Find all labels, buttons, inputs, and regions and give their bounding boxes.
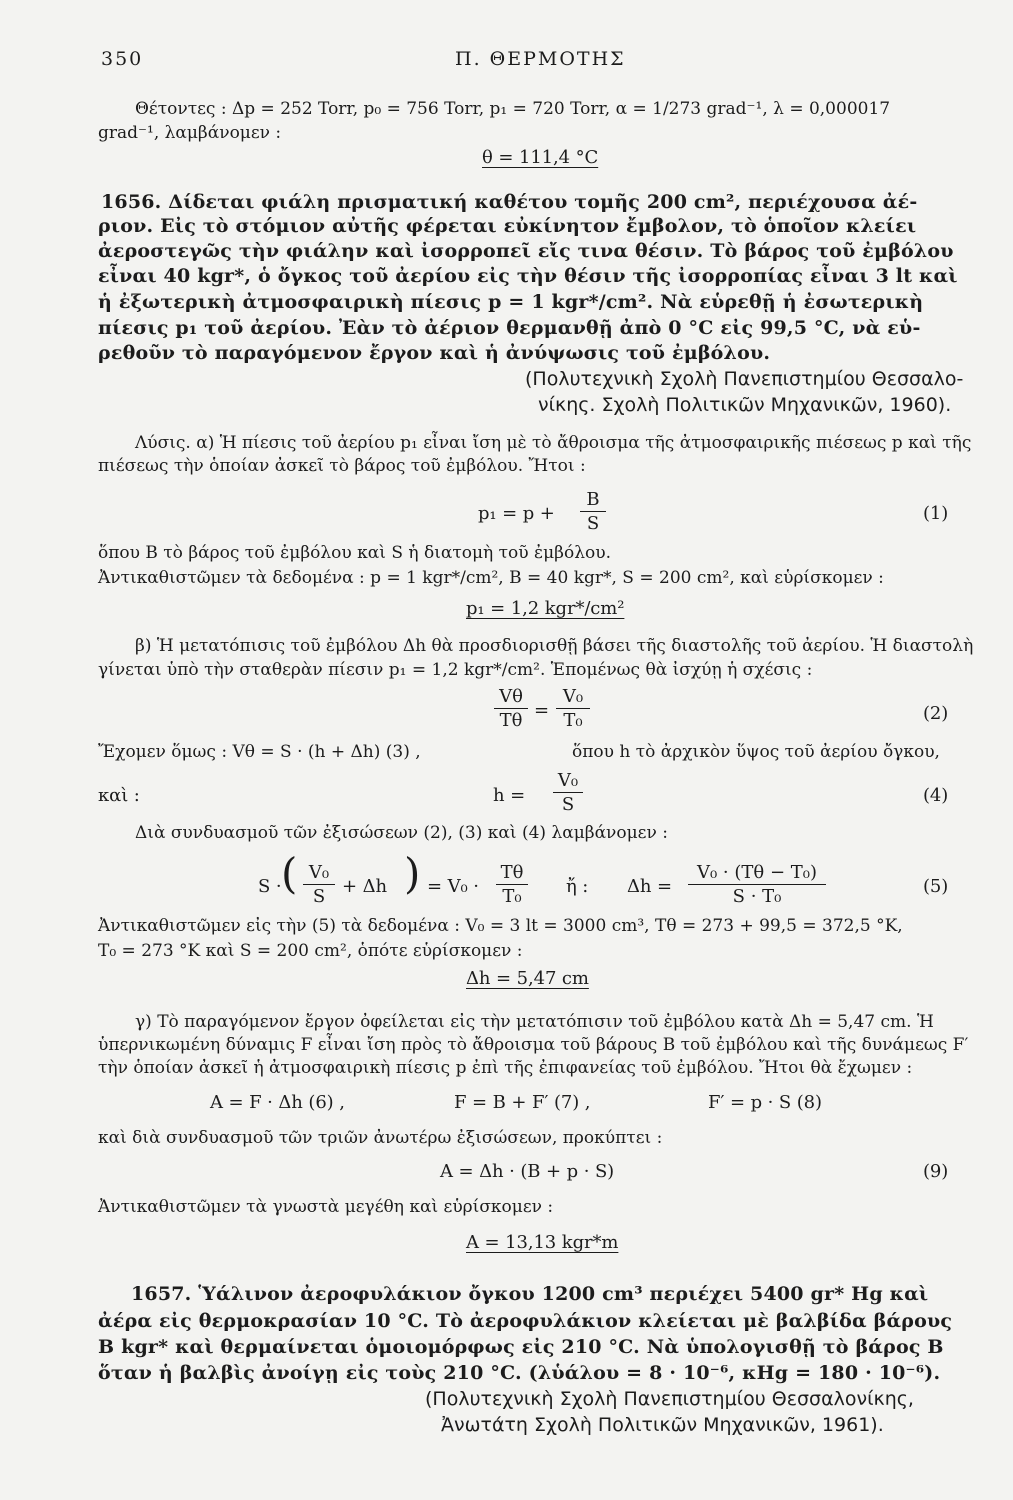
- eq5-result-denominator: S · T₀: [732, 886, 782, 907]
- eq9: A = Δh · (B + p · S): [440, 1161, 615, 1182]
- solution-c-line: ὑπερνικωμένη δύναμις F εἶναι ἴση πρὸς τὸ ἄθροισμα τοῦ βάρους B τοῦ ἐμβόλου καὶ τῆς δυνάμεως F′: [98, 1035, 969, 1055]
- problem-1656-line: ἡ ἐξωτερικὴ ἀτμοσφαιρικὴ πίεσις p = 1 kgr*/cm². Νὰ εὑρεθῇ ἡ ἐσωτερικὴ: [98, 291, 924, 313]
- eq5-equals-v0: = V₀ ·: [427, 876, 479, 897]
- eq2-denominator-left: Tθ: [499, 710, 523, 731]
- result-c: A = 13,13 kgr*m: [466, 1232, 619, 1253]
- eq3-tail: ὅπου h τὸ ἀρχικὸν ὕψος τοῦ ἀερίου ὄγκου,: [572, 742, 940, 762]
- page-number: 350: [101, 48, 144, 70]
- problem-1657-line: ἀέρα εἰς θερμοκρασίαν 10 °C. Τὸ ἀεροφυλάκιον κλείεται μὲ βαλβίδα βάρους: [98, 1310, 953, 1332]
- subst-c-line: Ἀντικαθιστῶμεν τὰ γνωστὰ μεγέθη καὶ εὑρίσκομεν :: [98, 1197, 554, 1217]
- problem-1656-source: (Πολυτεχνικὴ Σχολὴ Πανεπιστημίου Θεσσαλο-: [525, 368, 964, 390]
- result-b: Δh = 5,47 cm: [466, 968, 589, 989]
- eq3-line: Ἔχομεν ὅμως : Vθ = S · (h + Δh) (3) ,: [98, 742, 421, 762]
- solution-a-line: Ἀντικαθιστῶμεν τὰ δεδομένα : p = 1 kgr*/cm², B = 40 kgr*, S = 200 cm², καὶ εὑρίσκομεν :: [98, 568, 884, 588]
- eq5-or: ἤ :: [566, 876, 589, 897]
- eq5-inner-fraction: [303, 862, 335, 907]
- eq1-denominator: S: [586, 513, 600, 534]
- eq2-fraction-right: [556, 686, 590, 731]
- solution-a-line: ὅπου B τὸ βάρος τοῦ ἐμβόλου καὶ S ἡ διατομὴ τοῦ ἐμβόλου.: [98, 543, 611, 563]
- eq9-tag: (9): [923, 1161, 949, 1182]
- problem-1656-line: 1656. Δίδεται φιάλη πρισματική καθέτου τομῆς 200 cm², περιέχουσα ἀέ-: [101, 191, 918, 213]
- problem-1657-line: B kgr* καὶ θερμαίνεται ὁμοιομόρφως εἰς 210 °C. Νὰ ὑπολογισθῇ τὸ βάρος B: [98, 1336, 944, 1358]
- eq1-numerator: B: [580, 489, 606, 512]
- prev-solution-line: grad⁻¹, λαμβάνομεν :: [98, 123, 282, 143]
- eq5-inner-denominator: S: [312, 886, 326, 907]
- eq4-lhs: h =: [493, 785, 526, 806]
- prev-solution-line: Θέτοντες : Δp = 252 Torr, p₀ = 756 Torr, p₁ = 720 Torr, α = 1/273 grad⁻¹, λ = 0,000017: [135, 99, 891, 119]
- eq1-lhs: p₁ = p +: [478, 503, 555, 524]
- eq6: A = F · Δh (6) ,: [210, 1092, 345, 1113]
- problem-1657-line: 1657. Ὑάλινον ἀεροφυλάκιον ὄγκου 1200 cm³ περιέχει 5400 gr* Hg καὶ: [131, 1283, 929, 1305]
- problem-1657-source: (Πολυτεχνικὴ Σχολὴ Πανεπιστημίου Θεσσαλονίκης,: [425, 1388, 914, 1410]
- eq4-numerator: V₀: [553, 770, 583, 793]
- subst-line: Ἀντικαθιστῶμεν εἰς τὴν (5) τὰ δεδομένα : V₀ = 3 lt = 3000 cm³, Tθ = 273 + 99,5 = 372,5 °K,: [98, 916, 903, 936]
- problem-1656-line: εἶναι 40 kgr*, ὁ ὄγκος τοῦ ἀερίου εἰς τὴν θέσιν τῆς ἰσορροπίας εἶναι 3 lt καὶ: [98, 265, 958, 287]
- eq2-numerator-right: V₀: [556, 686, 590, 709]
- eq5-paren-open: (: [281, 849, 298, 898]
- problem-1657-line: ὅταν ἡ βαλβὶς ἀνοίγῃ εἰς τοὺς 210 °C. (λὑάλου = 8 · 10⁻⁶, κHg = 180 · 10⁻⁶).: [98, 1362, 941, 1384]
- eq8: F′ = p · S (8): [708, 1092, 822, 1113]
- eq2-denominator-right: T₀: [563, 710, 583, 731]
- eq5-t-fraction: [496, 862, 528, 907]
- eq5-result-numerator: V₀ · (Tθ − T₀): [688, 862, 826, 885]
- eq2-equals: =: [534, 700, 549, 721]
- eq5-s-dot: S ·: [258, 876, 282, 897]
- eq2-numerator-left: Vθ: [494, 686, 528, 709]
- eq5-t-numerator: Tθ: [496, 862, 528, 885]
- problem-1656-line: ριον. Εἰς τὸ στόμιον αὐτῆς φέρεται εὐκίνητον ἔμβολον, τὸ ὁποῖον κλείει: [98, 215, 917, 237]
- result-a: p₁ = 1,2 kgr*/cm²: [466, 598, 625, 619]
- problem-1657-source: Ἀνωτάτη Σχολὴ Πολιτικῶν Μηχανικῶν, 1961).: [441, 1414, 884, 1436]
- problem-1656-line: πίεσις p₁ τοῦ ἀερίου. Ἐὰν τὸ ἀέριον θερμανθῇ ἀπὸ 0 °C εἰς 99,5 °C, νὰ εὑ-: [98, 317, 921, 339]
- eq5-tag: (5): [923, 876, 949, 897]
- solution-c-line: τὴν ὁποίαν ἀσκεῖ ἡ ἀτμοσφαιρικὴ πίεσις p ἐπὶ τῆς ἐπιφανείας τοῦ ἐμβόλου. Ἤτοι θὰ ἔχωμεν :: [98, 1058, 913, 1078]
- eq5-plus-dh: + Δh: [342, 876, 387, 897]
- eq4-fraction: [553, 770, 583, 815]
- problem-1656-source: νίκης. Σχολὴ Πολιτικῶν Μηχανικῶν, 1960).: [538, 394, 952, 416]
- eq4-tag: (4): [923, 785, 949, 806]
- eq4-prefix: καὶ :: [98, 785, 140, 806]
- eq4-denominator: S: [561, 794, 575, 815]
- eq5-inner-numerator: V₀: [303, 862, 335, 885]
- solution-b-line: γίνεται ὑπὸ τὴν σταθερὰν πίεσιν p₁ = 1,2 kgr*/cm². Ἑπομένως θὰ ἰσχύῃ ἡ σχέσις :: [98, 660, 813, 680]
- eq1-fraction: [580, 489, 606, 534]
- solution-a-line: πιέσεως τὴν ὁποίαν ἀσκεῖ τὸ βάρος τοῦ ἐμβόλου. Ἤτοι :: [98, 456, 586, 476]
- eq7: F = B + F′ (7) ,: [454, 1092, 591, 1113]
- solution-a-line: Λύσις. α) Ἡ πίεσις τοῦ ἀερίου p₁ εἶναι ἴση μὲ τὸ ἄθροισμα τῆς ἀτμοσφαιρικῆς πιέσεως p καὶ τῆς: [135, 433, 972, 453]
- combine2-line: καὶ διὰ συνδυασμοῦ τῶν τριῶν ἀνωτέρω ἐξισώσεων, προκύπτει :: [98, 1128, 663, 1148]
- eq1-tag: (1): [923, 503, 949, 524]
- eq5-t-denominator: T₀: [502, 886, 522, 907]
- combine-line: Διὰ συνδυασμοῦ τῶν ἐξισώσεων (2), (3) καὶ (4) λαμβάνομεν :: [135, 823, 668, 843]
- chapter-title: Π. ΘΕΡΜΟΤΗΣ: [455, 48, 626, 70]
- eq5-paren-close: ): [404, 849, 421, 898]
- eq5-dh: Δh =: [627, 876, 672, 897]
- eq2-tag: (2): [923, 703, 949, 724]
- eq2-fraction-left: [494, 686, 528, 731]
- problem-1656-line: ρεθοῦν τὸ παραγόμενον ἔργον καὶ ἡ ἀνύψωσις τοῦ ἐμβόλου.: [98, 342, 771, 364]
- solution-b-line: β) Ἡ μετατόπισις τοῦ ἐμβόλου Δh θὰ προσδιορισθῇ βάσει τῆς διαστολῆς τοῦ ἀερίου. Ἡ διαστολὴ: [135, 636, 974, 656]
- subst-line: T₀ = 273 °K καὶ S = 200 cm², ὁπότε εὑρίσκομεν :: [98, 941, 523, 961]
- problem-1656-line: ἀεροστεγῶς τὴν φιάλην καὶ ἰσορροπεῖ εἴς τινα θέσιν. Τὸ βάρος τοῦ ἐμβόλου: [98, 240, 954, 262]
- prev-result: θ = 111,4 °C: [482, 147, 599, 168]
- eq5-result-fraction: [688, 862, 826, 907]
- solution-c-line: γ) Τὸ παραγόμενον ἔργον ὀφείλεται εἰς τὴν μετατόπισιν τοῦ ἐμβόλου κατὰ Δh = 5,47 cm. Ἡ: [135, 1012, 934, 1032]
